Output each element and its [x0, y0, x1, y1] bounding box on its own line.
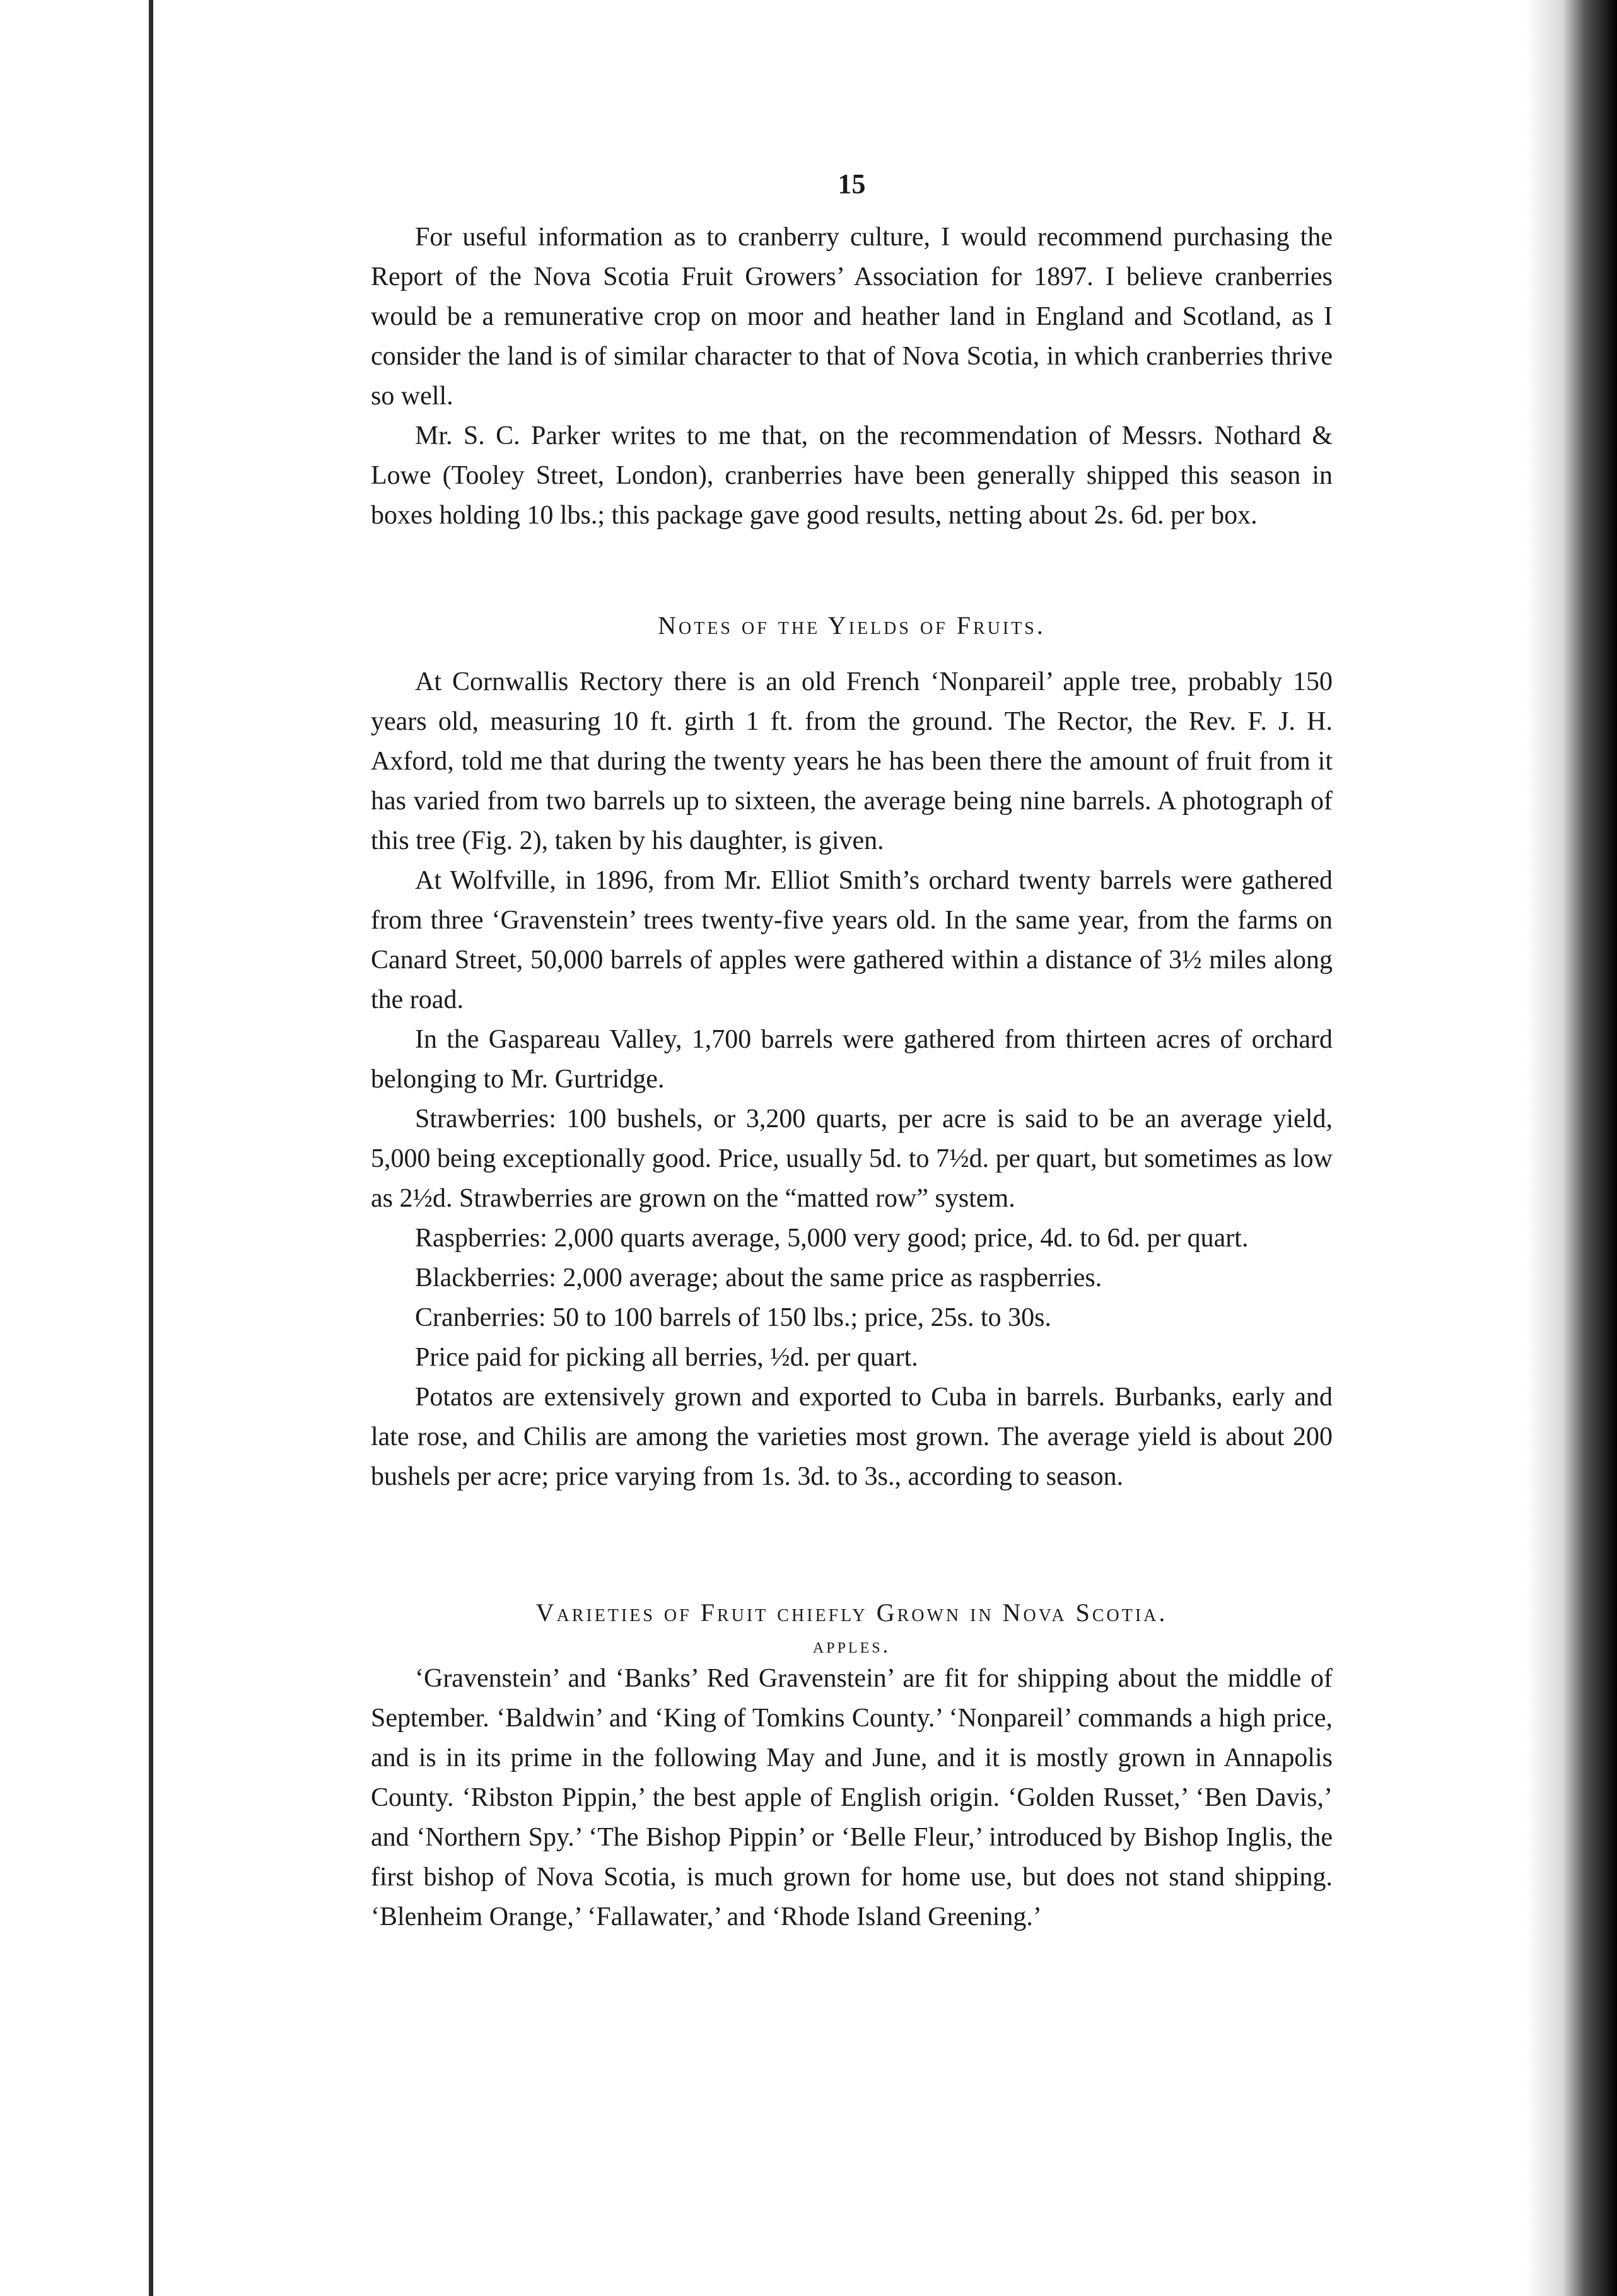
yields-section: [371, 662, 1333, 1497]
paragraph: Blackberries: 2,000 average; about the same price as raspberries.: [415, 1263, 1102, 1292]
paragraph: Cranberries: 50 to 100 barrels of 150 lbs.; price, 25s. to 30s.: [415, 1303, 1051, 1332]
left-page-margin: [0, 0, 153, 2296]
intro-section: [371, 218, 1333, 536]
page-fold-shadow: [149, 0, 153, 2296]
paragraph: Potatos are extensively grown and exported to Cuba in barrels. Burbanks, early and late rose, and Chilis are among the varieties most grown. The average yield is about 200 bushels per acre; price varying from 1s. 3d. to 3s., according to season.: [371, 1383, 1333, 1491]
subheading-apples: apples.: [812, 1634, 891, 1658]
paragraph: Price paid for picking all berries, ½d. per quart.: [415, 1343, 918, 1372]
paragraph: For useful information as to cranberry culture, I would recommend purchasing the Report of the Nova Scotia Fruit Growers’ Association for 1897. I believe cranberries would be a remunerative crop on moor and heather land in England and Scotland, as I consider the land is of similar character to that of Nova Scotia, in which cranberries thrive so well.: [371, 223, 1333, 411]
paragraph: Mr. S. C. Parker writes to me that, on the recommendation of Messrs. Nothard & Lowe (Tooley Street, London), cranberries have been generally shipped this season in boxes holding 10 lbs.; this package gave good results, netting about 2s. 6d. per box.: [371, 421, 1333, 530]
paragraph: Raspberries: 2,000 quarts average, 5,000 very good; price, 4d. to 6d. per quart.: [415, 1224, 1249, 1253]
paragraph: Strawberries: 100 bushels, or 3,200 quarts, per acre is said to be an average yield, 5,000 being exceptionally good. Price, usually 5d. to 7½d. per quart, but sometimes as low as 2½d. Strawberries are grown on the “matted row” system.: [371, 1104, 1333, 1213]
page-edge-shadow: [1526, 0, 1617, 2296]
paragraph: ‘Gravenstein’ and ‘Banks’ Red Gravenstein’ are fit for shipping about the middle of September. ‘Baldwin’ and ‘King of Tomkins County.’ ‘Nonpareil’ commands a high price, and is in its prime in the following May and June, and it is mostly grown in Annapolis County. ‘Ribston Pippin,’ the best apple of English origin. ‘Golden Russet,’ ‘Ben Davis,’ and ‘Northern Spy.’ ‘The Bishop Pippin’ or ‘Belle Fleur,’ introduced by Bishop Inglis, the first bishop of Nova Scotia, is much grown for home use, but does not stand shipping. ‘Blenheim Orange,’ ‘Fallawater,’ and ‘Rhode Island Greening.’: [371, 1664, 1333, 1931]
paragraph: At Wolfville, in 1896, from Mr. Elliot Smith’s orchard twenty barrels were gathered from three ‘Gravenstein’ trees twenty-five years old. In the same year, from the farms on Canard Street, 50,000 barrels of apples were gathered within a distance of 3½ miles along the road.: [371, 866, 1333, 1014]
varieties-section: [371, 1659, 1333, 1937]
paragraph: In the Gaspareau Valley, 1,700 barrels were gathered from thirteen acres of orchard belonging to Mr. Gurtridge.: [371, 1025, 1333, 1094]
paragraph: At Cornwallis Rectory there is an old French ‘Nonpareil’ apple tree, probably 150 years old, measuring 10 ft. girth 1 ft. from the ground. The Rector, the Rev. F. J. H. Axford, told me that during the twenty years he has been there the amount of fruit from it has varied from two barrels up to sixteen, the average being nine barrels. A photograph of this tree (Fig. 2), taken by his daughter, is given.: [371, 667, 1333, 855]
section-heading-varieties: Varieties of Fruit chiefly Grown in Nova Scotia.: [535, 1598, 1168, 1627]
page-number: 15: [838, 168, 866, 199]
section-heading-yields: Notes of the Yields of Fruits.: [658, 611, 1046, 640]
